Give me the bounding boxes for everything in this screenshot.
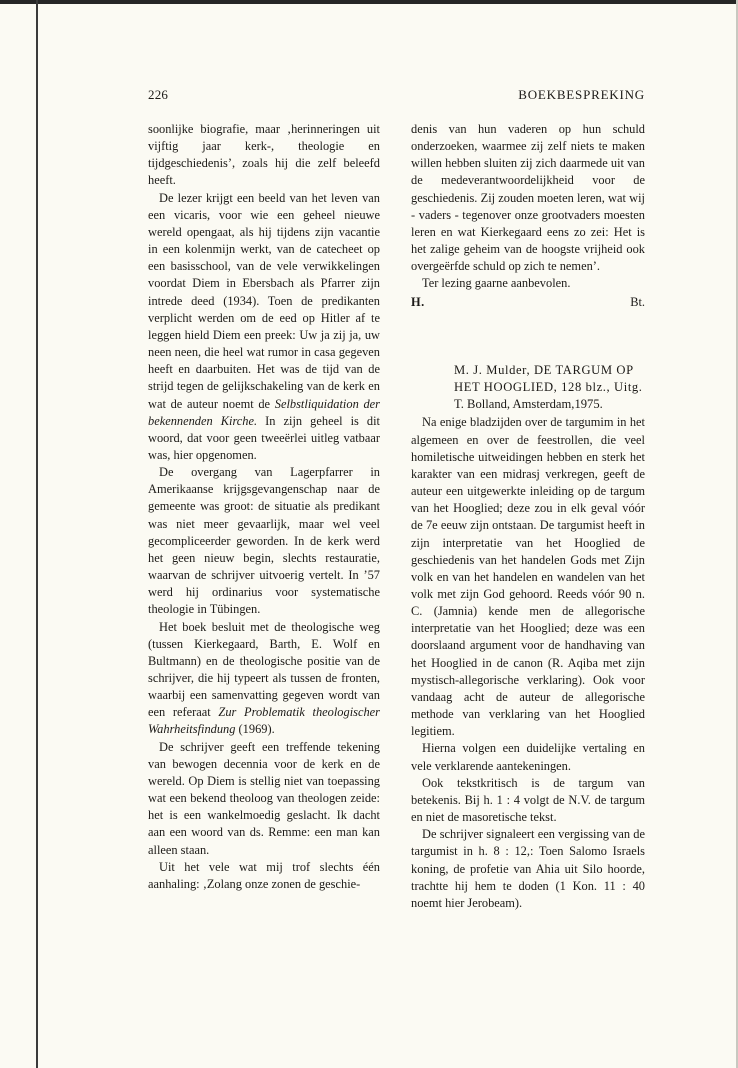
right-paragraph-3: Na enige bladzijden over de targumim in het algemeen en over de feestrollen, die veel homiletische uitweidingen hebben en sterk het karakter van een midrasj verkregen, geeft de auteur een uitgewerkte inleiding op de targum van het Hooglied; deze zou in elk geval vóór de 7e eeuw zijn ontstaan. De targumist heeft in zijn interpretatie van het Hooglied de geschiedenis van het handelen Gods met Zijn volk en van het handelen en wandelen van het volk met zijn God gehoord. Reeds vóór 90 n. C. (Jamnia) kende men de allegorische interpretatie van het Hooglied; deze was een doorslaand argument voor de handhaving van het Hooglied in de canon (R. Aqiba met zijn mystisch-allegorische verklaring). Ook voor vandaag acht de auteur de allegorische methode van verklaring van het Hooglied legitiem.	[411, 415, 645, 739]
book-title-emphasis: Selbstliquidation der bekennenden Kirche.	[148, 396, 380, 428]
left-paragraph-2-text: De lezer krijgt een beeld van het leven van een vicaris, voor wie een geheel nieuwe wereld opengaat, als hij tijdens zijn vacantie in een kolenmijn werkt, van de catecheet op een basisschool, van de vele verwikkelingen voordat Diem in Ebersbach als Pfarrer zijn intrede deed (1934). Toen de predikanten verplicht werden om de eed op Hitler af te leggen hield Diem een preek: Uw ja zij ja, uw neen neen, die heel wat rumor in casa gegeven heeft en daarbuiten. Het was de tijd van de strijd tegen de gelijkschakeling van de kerk en wat de auteur noemt de	[148, 190, 380, 411]
right-paragraph-4: Hierna volgen een duidelijke vertaling en vele verklarende aantekeningen.	[411, 741, 645, 773]
right-paragraph-1: denis van hun vaderen op hun schuld onderzoeken, waarmee zij zelf niets te maken willen hebben sluiten zij zich daarmede uit van de medeverantwoordelijkheid voor de geschiedenis. Zij zouden moeten leren, wat wij - vaders - tegenover onze grootvaders moesten leren en wat Kierkegaard eens zo zei: Het is het zalige geheim van de hoogste vrijheid ook overgeërfde schuld op zich te nemen’.	[411, 122, 645, 274]
signature-left: H.	[411, 294, 425, 309]
left-column	[148, 121, 380, 893]
right-paragraph-6: De schrijver signaleert een vergissing van de targumist in h. 8 : 12,: Toen Salomo Israels koning, de profetie van Ahia uit Silo hoorde, trachtte hij hem te doden (1 Kon. 11 : 40 noemt hier Jerobeam).	[411, 827, 645, 910]
left-paragraph-2	[148, 190, 380, 465]
left-paragraph-4	[148, 619, 380, 739]
review-heading	[454, 362, 645, 413]
right-column	[411, 121, 645, 912]
review-heading-line-1: M. J. Mulder, DE TARGUM OP	[454, 362, 634, 377]
review-heading-line-2: HET HOOGLIED, 128 blz., Uitg.	[454, 379, 643, 394]
right-paragraph-2: Ter lezing gaarne aanbevolen.	[422, 276, 571, 291]
referaat-title-emphasis: Zur Problematik theologischer Wahrheitsfindung	[148, 705, 380, 737]
review-signature	[411, 294, 645, 311]
left-paragraph-4-text: Het boek besluit met de theologische weg (tussen Kierkegaard, Barth, E. Wolf en Bultmann) en de theologische positie van de schrijver, die hij typeert als tussen de fronten, waarbij een samenvatting gegeven wordt van een referaat	[148, 619, 380, 720]
left-paragraph-3: De overgang van Lagerpfarrer in Amerikaanse krijgsgevangenschap naar de gemeente was groot: de situatie als predikant was niet meer gevaarlijk, maar wel veel gecompliceerder geworden. In de kerk werd het geen nieuw begin, slechts restauratie, waarvan de schrijver uitvoerig vertelt. In ’57 werd hij ordinarius voor systematische theologie in Tübingen.	[148, 465, 380, 617]
page-number: 226	[148, 87, 169, 102]
signature-right: Bt.	[630, 294, 645, 309]
scan-edge-left	[36, 0, 38, 1068]
left-paragraph-1: soonlijke biografie, maar ‚herinneringen uit vijftig jaar kerk-, theologie en tijdgeschiedenis’, zoals hij die zelf beleefd heeft.	[148, 122, 380, 188]
left-paragraph-6: Uit het vele wat mij trof slechts één aanhaling: ‚Zolang onze zonen de geschie-	[148, 859, 380, 891]
scan-edge-top	[0, 0, 738, 4]
running-title: BOEKBESPREKING	[518, 87, 645, 102]
left-paragraph-4-end: (1969).	[238, 722, 275, 737]
left-paragraph-5: De schrijver geeft een treffende tekening van bewogen decennia voor de kerk en de wereld. Op Diem is stellig niet van toepassing wat een bekend theoloog van theologen zeide: het is een wankelmoedig geslacht. Ik dacht aan een woord van ds. Remme: een man kan alleen staan.	[148, 739, 380, 857]
right-paragraph-5: Ook tekstkritisch is de targum van betekenis. Bij h. 1 : 4 volgt de N.V. de targum en niet de masoretische tekst.	[411, 775, 645, 825]
review-heading-line-3: T. Bolland, Amsterdam,1975.	[454, 396, 603, 411]
left-paragraph-2-end: In zijn geheel is dit woord, dat voor geen tweeërlei uitleg vatbaar was, hier opgenomen.	[148, 413, 380, 462]
